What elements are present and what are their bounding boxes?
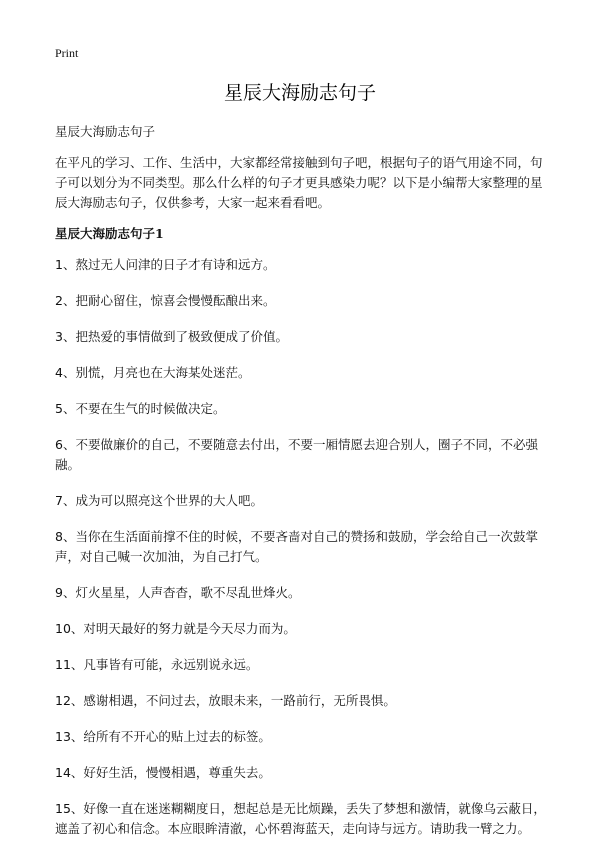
list-item: 1、熬过无人问津的日子才有诗和远方。 <box>55 257 276 272</box>
list-item: 2、把耐心留住，惊喜会慢慢酝酿出来。 <box>55 293 276 308</box>
list-item: 9、灯火星星，人声杳杳，歌不尽乱世烽火。 <box>55 585 301 600</box>
list-item: 13、给所有不开心的贴上过去的标签。 <box>55 729 271 744</box>
list-item: 12、感谢相遇，不问过去，放眼未来，一路前行，无所畏惧。 <box>55 693 396 708</box>
document-subtitle: 星辰大海励志句子 <box>55 124 156 139</box>
list-item: 3、把热爱的事情做到了极致便成了价值。 <box>55 329 288 344</box>
quote-list <box>55 255 551 839</box>
intro-paragraph: 在平凡的学习、工作、生活中，大家都经常接触到句子吧，根据句子的语气用途不同，句子可以划分为不同类型。那么什么样的句子才更具感染力呢？以下是小编帮大家整理的星辰大海励志句子，仅供参考，大家一起来看看吧。 <box>55 155 543 210</box>
list-item: 5、不要在生气的时候做决定。 <box>55 401 226 416</box>
list-item: 6、不要做廉价的自己，不要随意去付出，不要一厢情愿去迎合别人，圈子不同，不必强融。 <box>55 437 538 472</box>
section-heading: 星辰大海励志句子1 <box>55 226 164 241</box>
page-title: 星辰大海励志句子 <box>223 82 376 104</box>
document-body <box>55 122 551 855</box>
list-item: 7、成为可以照亮这个世界的大人吧。 <box>55 493 263 508</box>
list-item: 8、当你在生活面前撑不住的时候，不要吝啬对自己的赞扬和鼓励，学会给自己一次鼓掌声，对自己喊一次加油，为自己打气。 <box>55 529 538 564</box>
list-item: 15、好像一直在迷迷糊糊度日，想起总是无比烦躁，丢失了梦想和激情，就像乌云蔽日，遮盖了初心和信念。本应眼眸清澈，心怀碧海蓝天，走向诗与远方。请助我一臂之力。 <box>55 801 546 836</box>
list-item: 11、凡事皆有可能，永远别说永远。 <box>55 657 259 672</box>
list-item: 10、对明天最好的努力就是今天尽力而为。 <box>55 621 296 636</box>
list-item: 4、别慌，月亮也在大海某处迷茫。 <box>55 365 251 380</box>
print-link[interactable]: Print <box>55 46 79 60</box>
list-item: 14、好好生活，慢慢相遇，尊重失去。 <box>55 765 271 780</box>
